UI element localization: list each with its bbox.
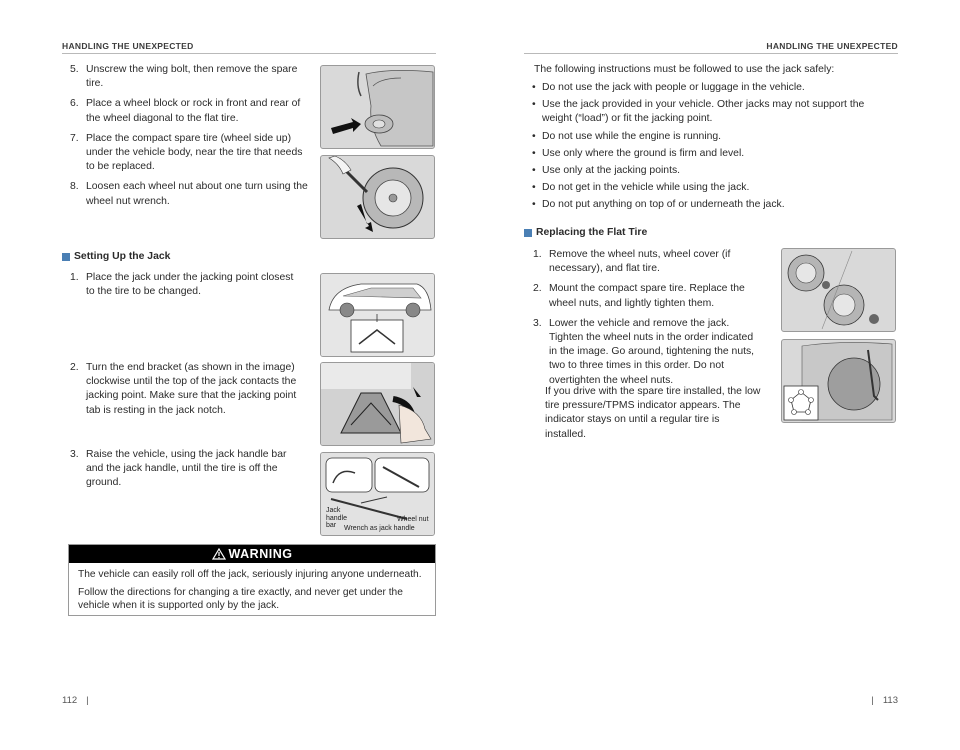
step-number: 3. <box>533 317 542 329</box>
left-header-rule <box>62 53 436 54</box>
jacking-point-figure <box>320 273 435 357</box>
jack-handle-bar-label: Jack handle bar <box>326 507 348 529</box>
jack-step-1-list <box>70 271 302 305</box>
tighten-nuts-figure <box>781 339 896 423</box>
left-steps-top <box>70 63 308 215</box>
step-text: Mount the compact spare tire. Replace the wheel nuts, and lightly tighten them. <box>549 283 745 309</box>
warning-bar <box>69 545 435 563</box>
loosen-nuts-figure <box>320 155 435 239</box>
step-text: Loosen each wheel nut about one turn using the wheel nut wrench. <box>86 181 308 207</box>
remove-flat-tire-figure <box>781 248 896 332</box>
replacing-flat-tire-heading <box>524 227 647 238</box>
jack-step-1 <box>70 271 302 299</box>
bullet-text: Do not use while the engine is running. <box>542 130 722 142</box>
warning-box <box>68 544 436 616</box>
remove-spare-tire-figure <box>320 65 435 149</box>
step-number: 3. <box>70 449 79 460</box>
left-page-header: HANDLING THE UNEXPECTED <box>62 41 194 51</box>
step-text: Unscrew the wing bolt, then remove the spare tire. <box>86 64 298 90</box>
page-number-112: 112 <box>62 695 78 706</box>
safety-bullet: • Do not use the jack with people or luggage in the vehicle. <box>532 82 805 93</box>
left-page-number <box>62 695 89 706</box>
step-number: 2. <box>70 362 79 373</box>
safety-bullet: • Do not get in the vehicle while using the jack. <box>532 182 750 194</box>
section-title: Setting Up the Jack <box>74 251 171 262</box>
wheel-nut-label: Wheel nut <box>397 516 429 523</box>
replace-tire-steps <box>533 248 761 394</box>
jack-step-2 <box>70 361 302 418</box>
page-number-113: 113 <box>882 695 898 706</box>
wrench-label: Wrench as jack handle <box>344 525 415 532</box>
section-marker-icon <box>62 253 70 261</box>
page-divider: | <box>871 695 874 706</box>
safety-bullet: • Do not use while the engine is running. <box>532 130 722 142</box>
replace-step-3 <box>533 317 761 388</box>
step-text: Lower the vehicle and remove the jack. Tighten the wheel nuts in the order indicated in the image. Go around, tightening the nuts, two to three times in this order. Do not overtighten the wheel nuts. <box>549 317 755 386</box>
page-divider: | <box>86 695 89 706</box>
setting-up-jack-heading <box>62 251 170 262</box>
jack-step-3 <box>70 448 302 491</box>
right-header-rule <box>524 53 898 54</box>
replace-step-1 <box>533 248 761 276</box>
warning-title: WARNING <box>228 547 293 561</box>
jack-intro-text: The following instructions must be followed to use the jack safely: <box>534 64 835 75</box>
safety-bullet: • Do not put anything on top of or underneath the jack. <box>532 199 785 211</box>
step-number: 7. <box>70 132 79 144</box>
step-8 <box>70 180 308 208</box>
turn-bracket-figure <box>320 362 435 446</box>
warning-triangle-icon <box>212 548 226 560</box>
jack-handle-figure <box>320 452 435 536</box>
step-number: 1. <box>70 272 79 283</box>
section-title: Replacing the Flat Tire <box>536 227 648 238</box>
safety-bullet: • Use only where the ground is firm and level. <box>532 147 745 159</box>
safety-bullet: • Use only at the jacking points. <box>532 165 681 177</box>
step-text: Remove the wheel nuts, wheel cover (if necessary), and flat tire. <box>549 249 731 275</box>
replace-step-2 <box>533 282 761 310</box>
tpms-note: If you drive with the spare tire installed, the low tire pressure/TPMS indicator appears. The indicator stays on until a regular tire is installed. <box>545 386 761 440</box>
step-text: Place the jack under the jacking point closest to the tire to be changed. <box>86 272 294 298</box>
step-number: 8. <box>70 181 79 193</box>
step-number: 1. <box>533 249 542 260</box>
step-number: 2. <box>533 283 542 295</box>
safety-bullet: • Use the jack provided in your vehicle. Other jacks may not support the weight (“load”) or fit the jacking point. <box>532 99 865 125</box>
warning-text-2: Follow the directions for changing a tire exactly, and never get under the vehicle when it is supported only by the jack. <box>78 586 403 612</box>
warning-text-1: The vehicle can easily roll off the jack, seriously injuring anyone underneath. <box>78 569 422 580</box>
bullet-text: Use only where the ground is firm and level. <box>542 147 745 159</box>
right-page-header: HANDLING THE UNEXPECTED <box>766 41 898 51</box>
right-page-number <box>871 695 898 706</box>
jack-step-3-list <box>70 448 302 497</box>
bullet-text: Do not put anything on top of or underneath the jack. <box>542 199 785 211</box>
step-5 <box>70 63 308 91</box>
bullet-text: Do not use the jack with people or luggage in the vehicle. <box>542 82 805 93</box>
section-marker-icon <box>524 229 532 237</box>
bullet-text: Use the jack provided in your vehicle. Other jacks may not support the weight (“load”) or fit the jacking point. <box>542 99 865 125</box>
bullet-text: Do not get in the vehicle while using the jack. <box>542 182 750 194</box>
step-number: 5. <box>70 64 79 75</box>
step-text: Place a wheel block or rock in front and rear of the wheel diagonal to the flat tire. <box>86 98 301 124</box>
step-text: Raise the vehicle, using the jack handle bar and the jack handle, until the tire is off the ground. <box>86 449 287 489</box>
step-text: Turn the end bracket (as shown in the image) clockwise until the top of the jack contacts the jacking point. Make sure that the jacking point tab is resting in the jack notch. <box>86 362 297 416</box>
jack-safety-list <box>530 81 894 216</box>
jack-step-2-list <box>70 361 302 424</box>
step-6 <box>70 97 308 125</box>
step-text: Place the compact spare tire (wheel side up) under the vehicle body, near the tire that needs to be replaced. <box>86 132 303 173</box>
step-number: 6. <box>70 98 79 110</box>
bullet-text: Use only at the jacking points. <box>542 165 681 177</box>
step-7 <box>70 132 308 175</box>
